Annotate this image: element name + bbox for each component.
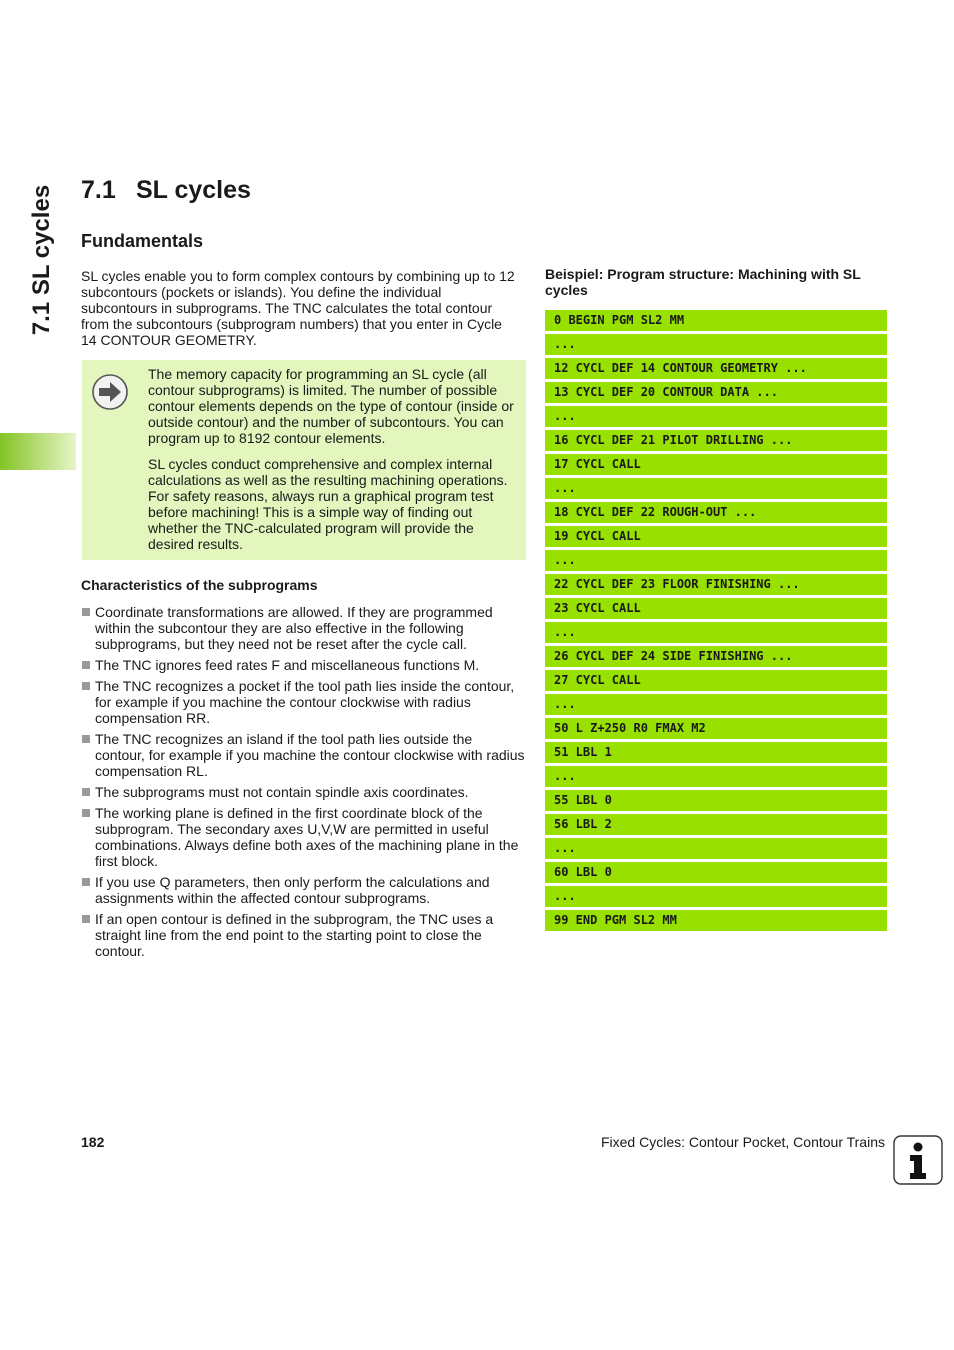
characteristics-list [81,604,525,964]
note-paragraph: The memory capacity for programming an SL cycle (all contour subprograms) is limited. The number of possible contour elements depends on the type of contour (inside or outside contour) and the number of subcontours. You can program up to 8192 contour elements. [148,366,514,446]
code-line: 18 CYCL DEF 22 ROUGH-OUT ... [545,502,887,523]
note-text [148,366,522,562]
code-line: 55 LBL 0 [545,790,887,811]
list-item: The TNC ignores feed rates F and miscellaneous functions M. [81,657,525,673]
code-line: ... [545,478,887,499]
code-line: 60 LBL 0 [545,862,887,883]
section-heading [81,176,251,205]
code-line: ... [545,766,887,787]
side-chapter-marker [0,433,76,470]
code-line: ... [545,694,887,715]
list-item: Coordinate transformations are allowed. If they are programmed within the subcontour they are also effective in the following subprograms, but they need not be reset after the cycle call. [81,604,525,652]
intro-paragraph: SL cycles enable you to form complex contours by combining up to 12 subcontours (pockets or islands). You define the individual subcontours in subprograms. The TNC calculates the total contour from the subcontours (subprogram numbers) that you enter in Cycle 14 CONTOUR GEOMETRY. [81,268,515,348]
code-line: 23 CYCL CALL [545,598,887,619]
list-item: If you use Q parameters, then only perform the calculations and assignments within the affected contour subprograms. [81,874,525,906]
code-line: 26 CYCL DEF 24 SIDE FINISHING ... [545,646,887,667]
side-chapter-label: 7.1 SL cycles [28,184,55,336]
list-item: The TNC recognizes an island if the tool path lies outside the contour, for example if you machine the contour clockwise with radius compensation RL. [81,731,525,779]
characteristics-heading: Characteristics of the subprograms [81,577,318,593]
info-icon [893,1135,943,1185]
side-chapter-tab [30,180,54,340]
code-line: 51 LBL 1 [545,742,887,763]
subsection-heading: Fundamentals [81,231,204,251]
note-box [82,360,526,560]
arrow-right-icon [91,373,129,411]
footer-title: Fixed Cycles: Contour Pocket, Contour Trains [600,1134,885,1150]
code-line: 17 CYCL CALL [545,454,887,475]
code-line: ... [545,838,887,859]
list-item: The working plane is defined in the first coordinate block of the subprogram. The secondary axes U,V,W are permitted in useful combinations. Always define both axes of the machining plane in the first block. [81,805,525,869]
code-line: ... [545,622,887,643]
code-line: 99 END PGM SL2 MM [545,910,887,931]
code-line: ... [545,886,887,907]
code-line: 22 CYCL DEF 23 FLOOR FINISHING ... [545,574,887,595]
code-line: 12 CYCL DEF 14 CONTOUR GEOMETRY ... [545,358,887,379]
code-line: 16 CYCL DEF 21 PILOT DRILLING ... [545,430,887,451]
section-title: SL cycles [136,176,251,204]
code-line: 27 CYCL CALL [545,670,887,691]
code-line: ... [545,550,887,571]
code-line: ... [545,406,887,427]
code-line: 50 L Z+250 R0 FMAX M2 [545,718,887,739]
note-paragraph: SL cycles conduct comprehensive and complex internal calculations as well as the resulting machining operations. For safety reasons, always run a graphical program test before machining! This is a simple way of finding out whether the TNC-calculated program will provide the desired results. [148,456,508,552]
code-block [545,310,887,934]
list-item: The subprograms must not contain spindle axis coordinates. [81,784,525,800]
page-number: 182 [81,1134,105,1150]
code-line: 19 CYCL CALL [545,526,887,547]
code-line: 13 CYCL DEF 20 CONTOUR DATA ... [545,382,887,403]
code-line: 56 LBL 2 [545,814,887,835]
section-number: 7.1 [81,176,116,204]
code-line: ... [545,334,887,355]
list-item: The TNC recognizes a pocket if the tool path lies inside the contour, for example if you machine the contour clockwise with radius compensation RR. [81,678,525,726]
code-line: 0 BEGIN PGM SL2 MM [545,310,887,331]
list-item: If an open contour is defined in the subprogram, the TNC uses a straight line from the end point to the starting point to close the contour. [81,911,525,959]
example-title: Beispiel: Program structure: Machining with SL cycles [545,266,861,298]
